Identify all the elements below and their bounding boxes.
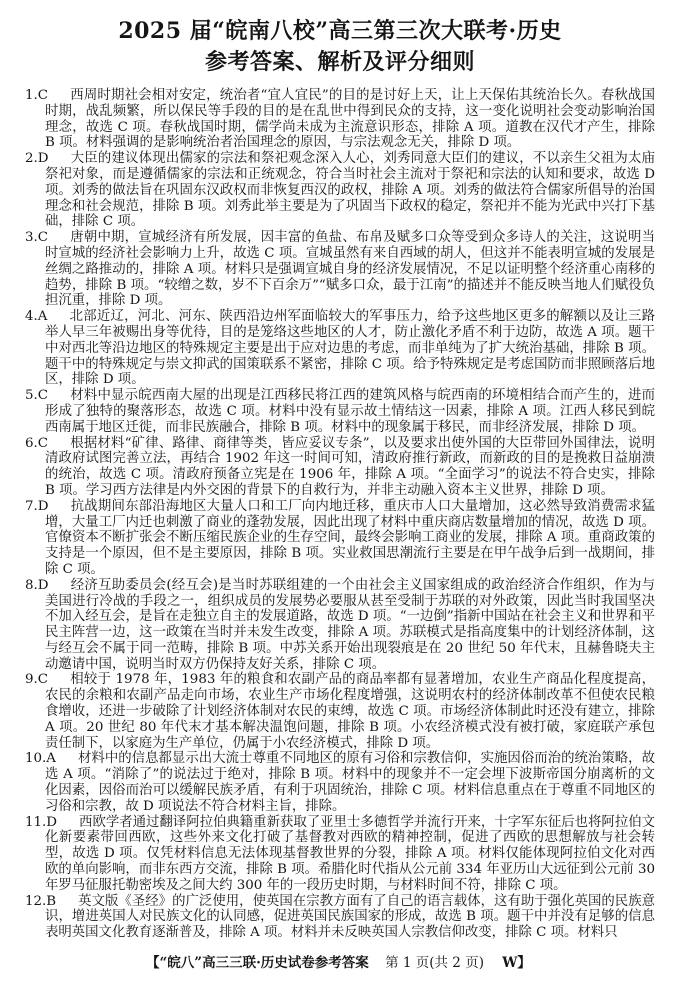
question-number-and-answer: 9.C	[25, 672, 49, 688]
answer-explanation: 相较于 1978 年，1983 年的粮食和农副产品的商品率都有显著增加，农业生产商品化程度提高，农民的余粮和农副产品走向市场，农业生产市场化程度增强，这说明农村的经济体制改革不但使农民粮食增收，还进一步破除了计划经济体制对农民的束缚，故选 C 项。市场经济体制此时还没有建立，排除 A 项。20 世纪 80 年代末才基本解决温饱问题，排除 B 项。小农经济模式没有被打破，家庭联产承包责任制下，以家庭为生产单位，仍属于小农经济模式，排除 D 项。	[45, 672, 655, 751]
answer-explanation: 英文版《圣经》的广泛使用，使英国在宗教方面有了自己的语言载体，这有助于强化英国的民族意识，增进英国人对民族文化的认同感，促进英国民族国家的形成，故选 B 项。题干中并没有足够的信息表明英国文化教育逐渐普及，排除 A 项。材料并未反映英国人宗教信仰改变，排除 C 项。材料只	[45, 893, 655, 941]
page-footer	[0, 955, 677, 971]
page-title-line1: 2025 届“皖南八校”高三第三次大联考·历史	[118, 18, 562, 44]
answer-explanation: 抗战期间东部沿海地区大量人口和工厂向内地迁移，重庆市人口大量增加，这必然导致消费需求猛增，大量工厂内迁也刺激了商业的蓬勃发展，因此出现了材料中重庆商店数量增加的情况，故选 D 项。官僚资本不断扩张会不断压缩民族企业的生存空间，最终会影响工商业的发展，排除 A 项。重商政策的支持是一个原因，但不是主要原因，排除 B 项。实业救国思潮流行主要是在甲午战争后到一战期间，排除 C 项。	[45, 498, 655, 577]
answer-item	[25, 436, 655, 499]
answer-explanation: 经济互助委员会(经互会)是当时苏联组建的一个由社会主义国家组成的政治经济合作组织，作为与美国进行冷战的手段之一，组织成员的发展势必要服从甚至受制于苏联的对外政策，因此当时我国坚决不加入经互会，是旨在走独立自主的发展道路，故选 D 项。“一边倒”指新中国站在社会主义和世界和平民主阵营一边，这一政策在当时并未发生改变，排除 A 项。苏联模式是指高度集中的计划经济体制，这与经互会不属于同一范畴，排除 B 项。中苏关系开始出现裂痕是在 20 世纪 50 年代末，且赫鲁晓夫主动邀请中国，说明当时双方仍保持友好关系，排除 C 项。	[45, 577, 655, 672]
question-number-and-answer: 7.D	[25, 498, 49, 514]
answer-item	[25, 230, 655, 309]
footer-version-mark: W】	[502, 955, 531, 971]
question-number-and-answer: 2.D	[25, 151, 49, 167]
answer-explanation: 北部近辽，河北、河东、陕西沿边州军面临较大的军事压力，给予这些地区更多的解额以及让三路举人早三年被赐出身等优待，目的是笼络这些地区的人才，防止激化矛盾不利于边防，故选 A 项。题干中对西北等沿边地区的特殊规定主要是出于应对边患的考虑，而非单纯为了扩大统治基础，排除 B 项。题干中的特殊规定与崇文抑武的国策联系不紧密，排除 C 项。给予特殊规定是考虑国防而非照顾落后地区，排除 D 项。	[45, 309, 655, 388]
question-number-and-answer: 8.D	[25, 577, 49, 593]
question-number-and-answer: 6.C	[25, 435, 49, 451]
question-number-and-answer: 4.A	[25, 309, 48, 325]
answer-item	[25, 815, 655, 894]
answer-item	[25, 751, 655, 814]
question-number-and-answer: 12.B	[25, 893, 57, 909]
question-number-and-answer: 1.C	[25, 88, 49, 103]
answer-item	[25, 309, 655, 388]
footer-page-number: 第 1 页(共 2 页)	[385, 955, 484, 971]
answer-item	[25, 88, 655, 151]
answer-item	[25, 672, 655, 751]
answer-item	[25, 151, 655, 230]
answer-explanation: 材料中的信息都显示出大流士尊重不同地区的原有习俗和宗教信仰，实施因俗而治的统治策略，故选 A 项。“消除了”的说法过于绝对，排除 B 项。材料中的现象并不一定会埋下波斯帝国分崩离析的文化因素，因俗而治可以缓解民族矛盾，有利于巩固统治，排除 C 项。材料信息重点在于尊重不同地区的习俗和宗教，故 D 项说法不符合材料主旨，排除。	[45, 751, 655, 814]
title-block	[25, 16, 655, 78]
question-number-and-answer: 11.D	[25, 814, 58, 830]
answer-explanation: 大臣的建议体现出儒家的宗法和祭祀观念深入人心，刘秀同意大臣们的建议，不以亲生父祖为太庙祭祀对象，而是遵循儒家的宗法和正统观念，符合当时社会主流对于祭祀和宗法的认知和要求，故选 D 项。刘秀的做法旨在巩固东汉政权而非恢复西汉的政权，排除 A 项。刘秀的做法符合儒家所倡导的治国理念和社会规范，排除 B 项。刘秀此举主要是为了巩固当下政权的稳定，祭祀并不能为光武中兴打下基础，排除 C 项。	[45, 151, 655, 230]
footer-document-title: 【“皖八”高三三联·历史试卷参考答案	[146, 955, 369, 971]
answer-explanation: 唐朝中期，宣城经济有所发展，因丰富的鱼盐、布帛及赋多口众等受到众多诗人的关注，这说明当时宣城的经济社会影响力上升，故选 C 项。宣城虽然有来自西域的胡人，但这并不能表明宣城的发展是丝绸之路推动的，排除 A 项。材料只是强调宣城自身的经济发展情况，不足以证明整个经济重心南移的趋势，排除 B 项。“较缯之数，岁不下百余万”“赋多口众，最于江南”的描述并不能反映当地人们赋役负担沉重，排除 D 项。	[45, 230, 655, 309]
answer-list	[25, 88, 655, 941]
answer-explanation: 根据材料“矿律、路律、商律等类，皆应妥议专条”，以及要求出使外国的大臣带回外国律法，说明清政府试图完善立法，再结合 1902 年这一时间可知，清政府推行新政，而新政的目的是挽救日益崩溃的统治，故选 C 项。清政府预备立宪是在 1906 年，排除 A 项。“全面学习”的说法不符合史实，排除 B 项。学习西方法律是内外交困的背景下的自救行为，并非主动融入资本主义世界，排除 D 项。	[45, 435, 655, 498]
question-number-and-answer: 3.C	[25, 230, 49, 246]
page-title-line2: 参考答案、解析及评分细则	[204, 49, 475, 75]
answer-item	[25, 388, 655, 435]
answer-explanation: 材料中显示皖西南大屋的出现是江西移民将江西的建筑风格与皖西南的环境相结合而产生的，进而形成了独特的聚落形态，故选 C 项。材料中没有显示故土情结这一因素，排除 A 项。江西人移民到皖西南属于地区迁徙，而非民族融合，排除 B 项。材料中的现象属于移民，而非经济发展，排除 D 项。	[45, 388, 655, 435]
answer-item	[25, 578, 655, 673]
answer-item	[25, 894, 655, 941]
question-number-and-answer: 10.A	[25, 751, 56, 767]
answer-item	[25, 499, 655, 578]
answer-explanation: 西欧学者通过翻译阿拉伯典籍重新获取了亚里士多德哲学并流行开来，十字军东征后也将阿拉伯文化新要素带回西欧，这些外来文化打破了基督教对西欧的精神控制，促进了西欧的思想解放与社会转型，故选 D 项。仅凭材料信息无法体现基督教世界的分裂，排除 A 项。材料仅能体现阿拉伯文化对西欧的单向影响，而非东西方交流，排除 B 项。希腊化时代指从公元前 334 年亚历山大远征到公元前 30 年罗马征服托勒密埃及之间大约 300 年的一段历史时期，与材料时间不符，排除 C 项。	[45, 814, 655, 893]
answer-explanation: 西周时期社会相对安定，统治者“宜人宜民”的目的是讨好上天，让上天保佑其统治长久。春秋战国时期，战乱频繁，所以保民等手段的目的是在乱世中得到民众的支持，这一变化说明社会变动影响治国理念，故选 C 项。春秋战国时期，儒学尚未成为主流意识形态，排除 A 项。道教在汉代才产生，排除 B 项。材料强调的是影响统治者治国理念的原因，与宗法观念无关，排除 D 项。	[45, 88, 655, 151]
question-number-and-answer: 5.C	[25, 388, 49, 404]
